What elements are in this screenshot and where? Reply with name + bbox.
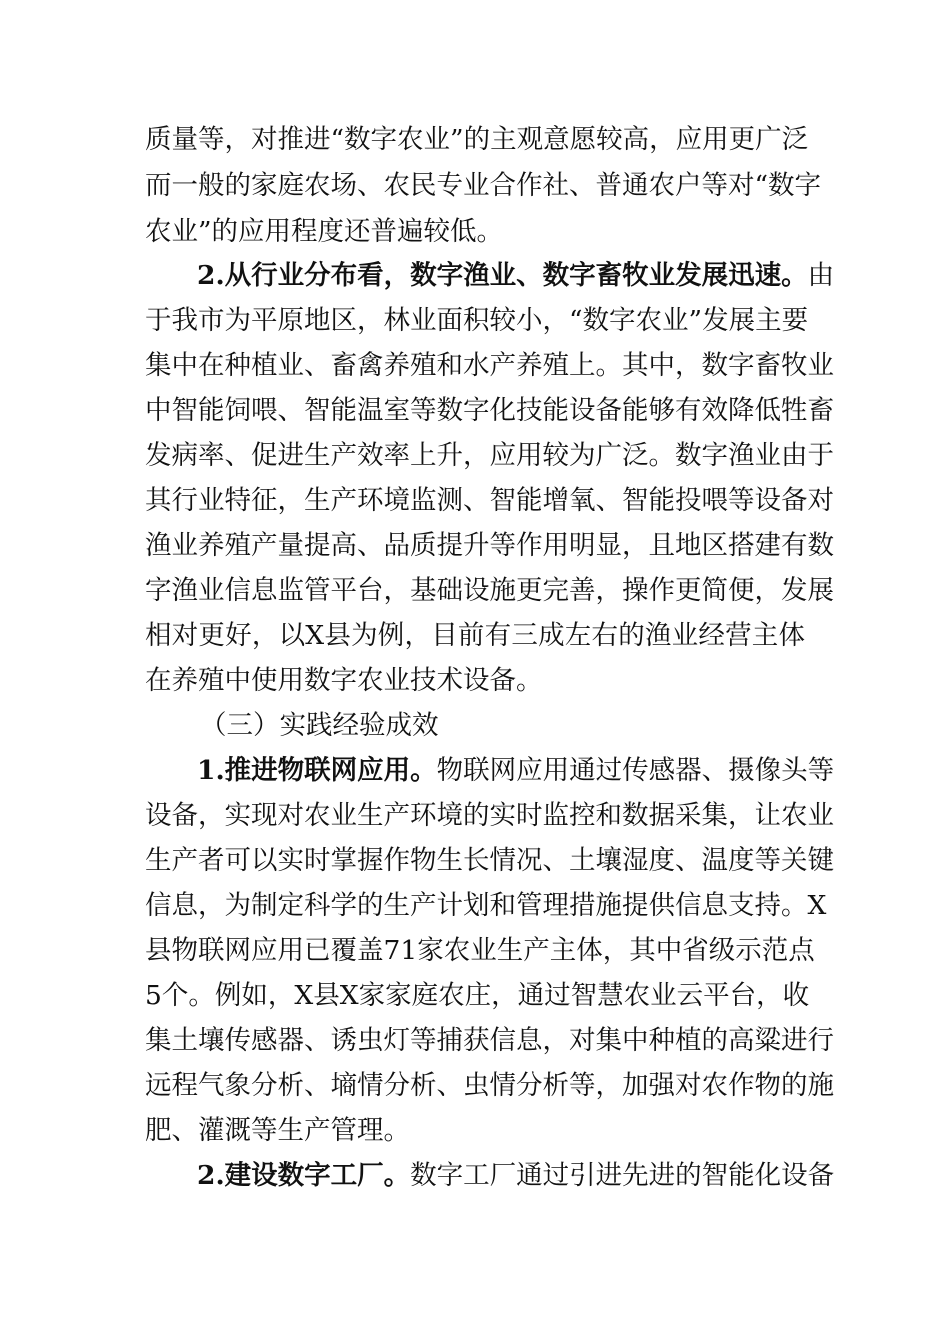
paragraph-line: 县物联网应用已覆盖71家农业生产主体，其中省级示范点	[145, 935, 815, 966]
paragraph-line: 中智能饲喂、智能温室等数字化技能设备能够有效降低牲畜	[145, 395, 834, 426]
paragraph-line: 5个。例如，X县X家家庭农庄，通过智慧农业云平台，收	[145, 980, 810, 1011]
paragraph-line: 字渔业信息监管平台，基础设施更完善，操作更简便，发展	[145, 575, 834, 606]
paragraph-line: 集中在种植业、畜禽养殖和水产养殖上。其中，数字畜牧业	[145, 350, 834, 381]
paragraph-line: 质量等，对推进“数字农业”的主观意愿较高，应用更广泛	[145, 124, 809, 155]
lead-rest: 由	[807, 260, 835, 291]
paragraph-line: 农业”的应用程度还普遍较低。	[145, 216, 504, 247]
paragraph-line: 相对更好，以X县为例，目前有三成左右的渔业经营主体	[145, 620, 805, 651]
section-heading: （三）实践经验成效	[200, 710, 439, 741]
bold-lead: 1.推进物联网应用。	[197, 755, 437, 786]
paragraph-line: 于我市为平原地区，林业面积较小，“数字农业”发展主要	[145, 305, 809, 336]
lead-rest: 物联网应用通过传感器、摄像头等	[436, 755, 835, 786]
paragraph-line: 而一般的家庭农场、农民专业合作社、普通农户等对“数字	[145, 170, 822, 201]
paragraph-lead-line	[197, 751, 835, 791]
paragraph-lead-line	[197, 1156, 835, 1196]
paragraph-line: 生产者可以实时掌握作物生长情况、土壤湿度、温度等关键	[145, 845, 834, 876]
paragraph-line: 集土壤传感器、诱虫灯等捕获信息，对集中种植的高粱进行	[145, 1025, 834, 1056]
paragraph-line: 设备，实现对农业生产环境的实时监控和数据采集，让农业	[145, 800, 834, 831]
paragraph-lead-line	[197, 256, 835, 296]
paragraph-line: 信息，为制定科学的生产计划和管理措施提供信息支持。X	[145, 890, 827, 921]
paragraph-line: 在养殖中使用数字农业技术设备。	[145, 665, 543, 696]
bold-lead: 2.从行业分布看，数字渔业、数字畜牧业发展迅速。	[197, 260, 808, 291]
lead-rest: 数字工厂通过引进先进的智能化设备	[410, 1160, 835, 1191]
paragraph-line: 渔业养殖产量提高、品质提升等作用明显，且地区搭建有数	[145, 530, 834, 561]
paragraph-line: 其行业特征，生产环境监测、智能增氧、智能投喂等设备对	[145, 485, 834, 516]
paragraph-line: 肥、灌溉等生产管理。	[145, 1115, 410, 1146]
bold-lead: 2.建设数字工厂。	[197, 1160, 411, 1191]
paragraph-line: 发病率、促进生产效率上升，应用较为广泛。数字渔业由于	[145, 440, 834, 471]
paragraph-line: 远程气象分析、墒情分析、虫情分析等，加强对农作物的施	[145, 1070, 834, 1101]
